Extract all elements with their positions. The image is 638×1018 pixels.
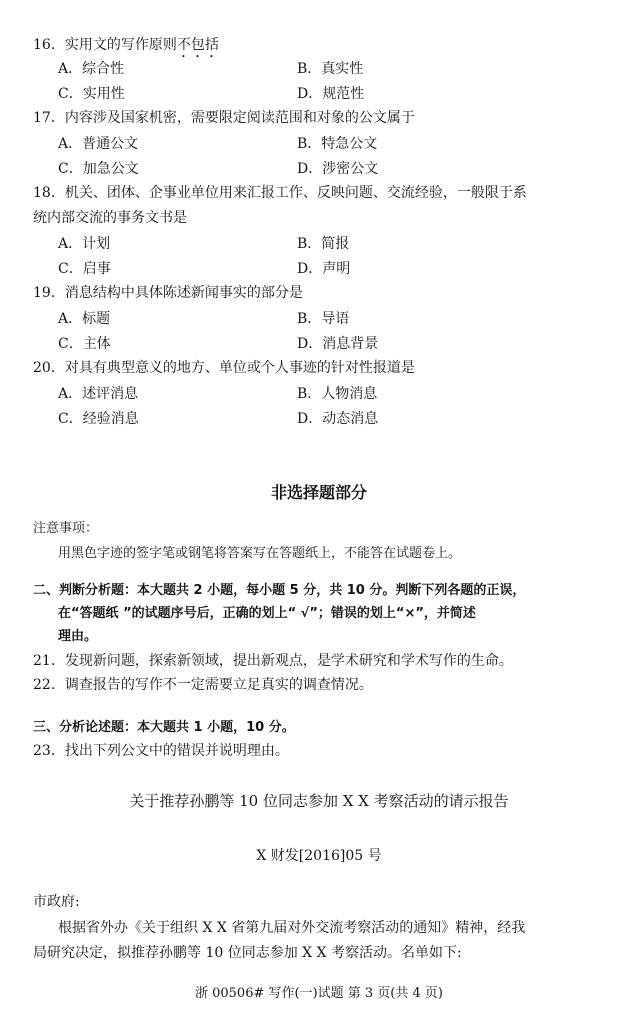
document-title: 关于推荐孙鹏等 10 位同志参加 X X 考察活动的请示报告 [129,792,509,810]
notice-text: 用黑色字迹的签字笔或钢笔将答案写在答题纸上，不能答在试题卷上。 [58,546,462,561]
document-body-line2: 局研究决定，拟推荐孙鹏等 10 位同志参加 X X 考察活动。名单如下: [33,945,462,961]
option-a: A．普通公文 [58,136,139,152]
question-23: 23．找出下列公文中的错误并说明理由。 [33,743,289,759]
option-a: A．综合性 [58,61,125,77]
option-c: C．实用性 [58,86,125,102]
option-d: D．声明 [297,261,351,277]
option-d: D．消息背景 [297,336,379,352]
option-c: C．加急公文 [58,161,139,177]
option-d: D．涉密公文 [297,161,379,177]
question-22: 22．调查报告的写作不一定需要立足真实的调查情况。 [33,677,373,693]
question-text: 机关、团体、企事业单位用来汇报工作、反映问题、交流经验，一般限于系 [64,185,527,201]
question-18-continued: 统内部交流的事务文书是 [33,210,187,226]
part2-heading-line3: 理由。 [58,629,98,644]
question-21: 21．发现新问题，探索新领域，提出新观点，是学术研究和学术写作的生命。 [33,653,513,669]
option-c: C．主体 [58,336,111,352]
part2-heading: 二、判断分析题：本大题共 2 小题，每小题 5 分，共 10 分。判断下列各题的正误， [33,583,526,598]
option-b: B．导语 [297,311,350,327]
question-18 [33,182,527,202]
part3-heading: 三、分析论述题：本大题共 1 小题，10 分。 [33,720,295,735]
question-text: 实用文的写作原则 [64,37,177,53]
question-number: 16． [33,37,65,53]
document-body-line1: 根据省外办《关于组织 X X 省第九届对外交流考察活动的通知》精神，经我 [58,920,526,936]
part2-heading-line2: 在“答题纸 ”的试题序号后，正确的划上“ √”；错误的划上“×”，并简述 [58,606,476,621]
option-c: C．经验消息 [58,411,139,427]
question-number: 18． [33,185,65,201]
option-a: A．标题 [58,311,111,327]
option-b: B．真实性 [297,61,364,77]
option-a: A．计划 [58,236,111,252]
question-16 [33,34,219,61]
document-addressee: 市政府: [33,894,80,910]
option-c: C．启事 [58,261,111,277]
option-b: B．简报 [297,236,350,252]
option-b: B．人物消息 [297,386,378,402]
question-number: 19． [33,285,65,301]
option-b: B．特急公文 [297,136,378,152]
document-number: X 财发[2016]05 号 [256,848,382,864]
question-17 [33,107,415,127]
question-text: 内容涉及国家机密，需要限定阅读范围和对象的公文属于 [64,110,415,126]
notice-label: 注意事项： [33,521,99,536]
emphasized-text: 不包括 [176,37,219,53]
page-footer: 浙 00506# 写作(一)试题 第 3 页(共 4 页) [194,986,443,1001]
option-a: A．述评消息 [58,386,139,402]
question-number: 20． [33,360,65,376]
option-d: D．规范性 [297,86,365,102]
question-text: 对具有典型意义的地方、单位或个人事迹的针对性报道是 [64,360,415,376]
question-text: 消息结构中具体陈述新闻事实的部分是 [64,285,303,301]
question-19 [33,282,303,302]
question-number: 17． [33,110,65,126]
question-20 [33,357,415,377]
section-title: 非选择题部分 [270,483,367,502]
option-d: D．动态消息 [297,411,379,427]
